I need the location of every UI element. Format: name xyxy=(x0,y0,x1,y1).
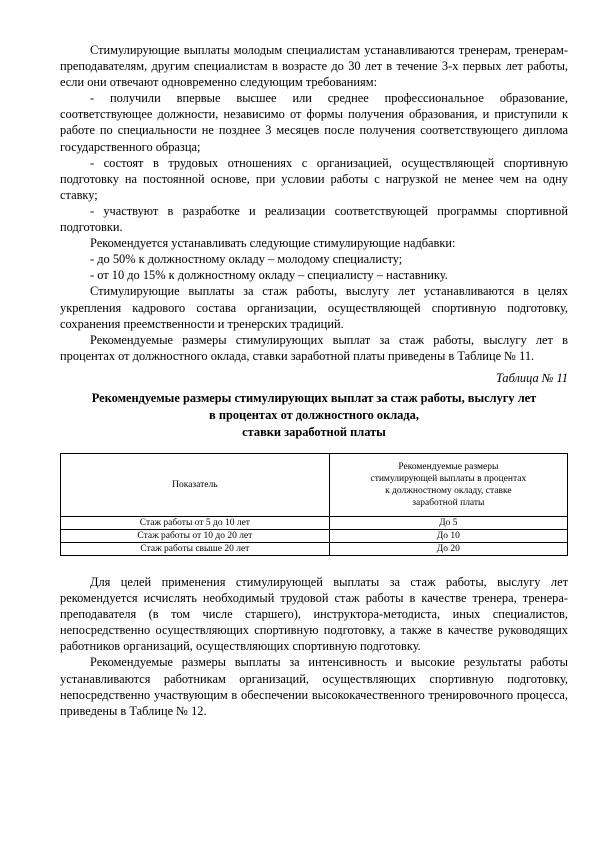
header-line: заработной платы xyxy=(412,497,485,508)
list-item: - до 50% к должностному окладу – молодому специалисту; xyxy=(90,252,403,267)
cell-indicator: Стаж работы от 5 до 10 лет xyxy=(61,516,330,529)
table-row xyxy=(61,542,568,555)
paragraph: Стимулирующие выплаты за стаж работы, выслугу лет устанавливаются в целях укрепления кадрового состава организации, осуществляющей спортивную подготовку, сохранения преемственности и тренерских традиций. xyxy=(60,284,568,331)
table-title-line: Рекомендуемые размеры стимулирующих выплат за стаж работы, выслугу лет xyxy=(91,390,537,405)
table-title-line: в процентах от должностного оклада, xyxy=(209,407,419,422)
paragraph: Рекомендуемые размеры стимулирующих выплат за стаж работы, выслугу лет в процентах от должностного оклада, ставки заработной платы приведены в Таблице № 11. xyxy=(60,332,568,363)
payments-table xyxy=(60,453,568,556)
cell-value: До 5 xyxy=(329,516,567,529)
body-text-top xyxy=(60,42,568,364)
header-indicator: Показатель xyxy=(61,453,330,516)
body-text-bottom xyxy=(60,574,568,719)
list-item: - состоят в трудовых отношениях с организацией, осуществляющей спортивную подготовку на постоянной основе, при условии работы с нагрузкой не менее чем на одну ставку; xyxy=(60,155,568,202)
paragraph: Для целей применения стимулирующей выплаты за стаж работы, выслугу лет рекомендуется исчислять необходимый трудовой стаж работы в качестве тренера, тренера-преподавателя (в том числе старшего), инструктора-методиста, иных специалистов, непосредственно осуществляющих спортивную подготовку, а также в качестве руководящих работников организаций, осуществляющих спортивную подготовку. xyxy=(60,574,568,654)
list-item: - участвуют в разработке и реализации соответствующей программы спортивной подготовки. xyxy=(60,203,568,235)
header-recommended-size xyxy=(329,453,567,516)
paragraph: Рекомендуемые размеры выплаты за интенсивность и высокие результаты работы устанавливаются работникам организаций, осуществляющих спортивную подготовку, непосредственно участвующим в обеспечении высококачественного тренировочного процесса, приведены в Таблице № 12. xyxy=(60,655,568,718)
cell-value: До 10 xyxy=(329,529,567,542)
table-row xyxy=(61,529,568,542)
header-line: Рекомендуемые размеры xyxy=(398,461,499,472)
header-line: стимулирующей выплаты в процентах xyxy=(370,473,527,484)
table-title-line: ставки заработной платы xyxy=(242,424,386,439)
list-item: - получили впервые высшее или среднее профессиональное образование, соответствующее должности, независимо от формы получения образования, и приступили к работе по специальности не позднее 3 месяцев после получения соответствующего диплома государственного образца; xyxy=(60,91,568,154)
cell-indicator: Стаж работы свыше 20 лет xyxy=(61,542,330,555)
cell-value: До 20 xyxy=(329,542,567,555)
cell-indicator: Стаж работы от 10 до 20 лет xyxy=(61,529,330,542)
document-page xyxy=(60,42,568,719)
list-item: - от 10 до 15% к должностному окладу – специалисту – наставнику. xyxy=(90,268,448,283)
paragraph: Стимулирующие выплаты молодым специалистам устанавливаются тренерам, тренерам-преподавателям, другим специалистам в возрасте до 30 лет в течение 3-х первых лет работы, если они отвечают одновременно следующим требованиям: xyxy=(60,43,568,90)
table-title xyxy=(60,390,568,441)
table-header-row xyxy=(61,453,568,516)
table-label: Таблица № 11 xyxy=(495,370,568,385)
header-line: к должностному окладу, ставке xyxy=(385,485,512,496)
paragraph: Рекомендуется устанавливать следующие стимулирующие надбавки: xyxy=(90,236,456,251)
table-row xyxy=(61,516,568,529)
